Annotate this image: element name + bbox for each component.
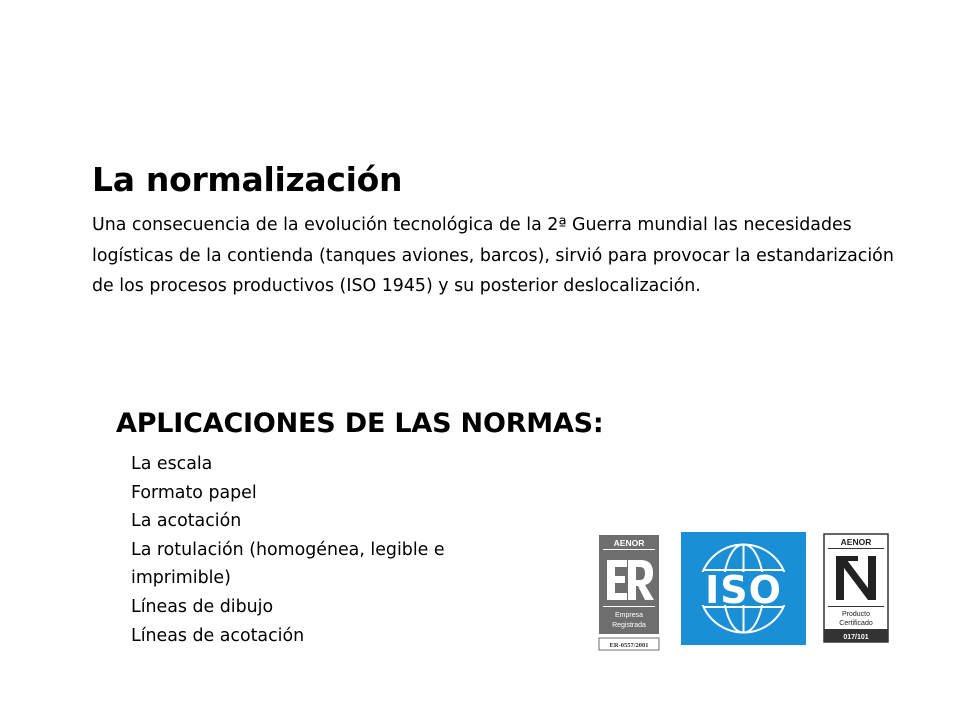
n-line2-text: Certificado xyxy=(839,620,873,627)
n-line1-text: Producto xyxy=(841,611,871,618)
list-item: Formato papel xyxy=(131,482,257,503)
aenor-n-logo xyxy=(820,532,892,645)
intro-paragraph: Una consecuencia de la evolución tecnológica de la 2ª Guerra mundial las necesidades logísticas de la contienda (tanques aviones, barcos), sirvió para provocar la estandarización de los procesos productivos (ISO 1945) y su posterior deslocalización. xyxy=(92,215,894,296)
applications-list xyxy=(131,450,511,650)
applications-heading: APLICACIONES DE LAS NORMAS: xyxy=(116,408,604,439)
n-code-text: 017/101 xyxy=(843,634,869,641)
list-item: La escala xyxy=(131,454,213,474)
list-item: La acotación xyxy=(131,511,242,532)
er-code-text: ER-0557/2001 xyxy=(609,642,649,649)
er-brand-text: AENOR xyxy=(613,538,645,548)
aenor-er-logo xyxy=(595,532,663,653)
list-item: Líneas de acotación xyxy=(131,625,305,646)
slide-title: La normalización xyxy=(92,160,403,199)
n-brand-text: AENOR xyxy=(840,537,872,547)
iso-text: ISO xyxy=(705,568,782,612)
list-item: La rotulación (homogénea, legible e imprimible) xyxy=(131,539,445,589)
iso-logo xyxy=(681,532,806,645)
er-line2-text: Registrada xyxy=(612,622,646,629)
list-item: Líneas de dibujo xyxy=(131,596,274,617)
er-line1-text: Empresa xyxy=(614,612,644,619)
er-mark-icon xyxy=(607,560,654,600)
